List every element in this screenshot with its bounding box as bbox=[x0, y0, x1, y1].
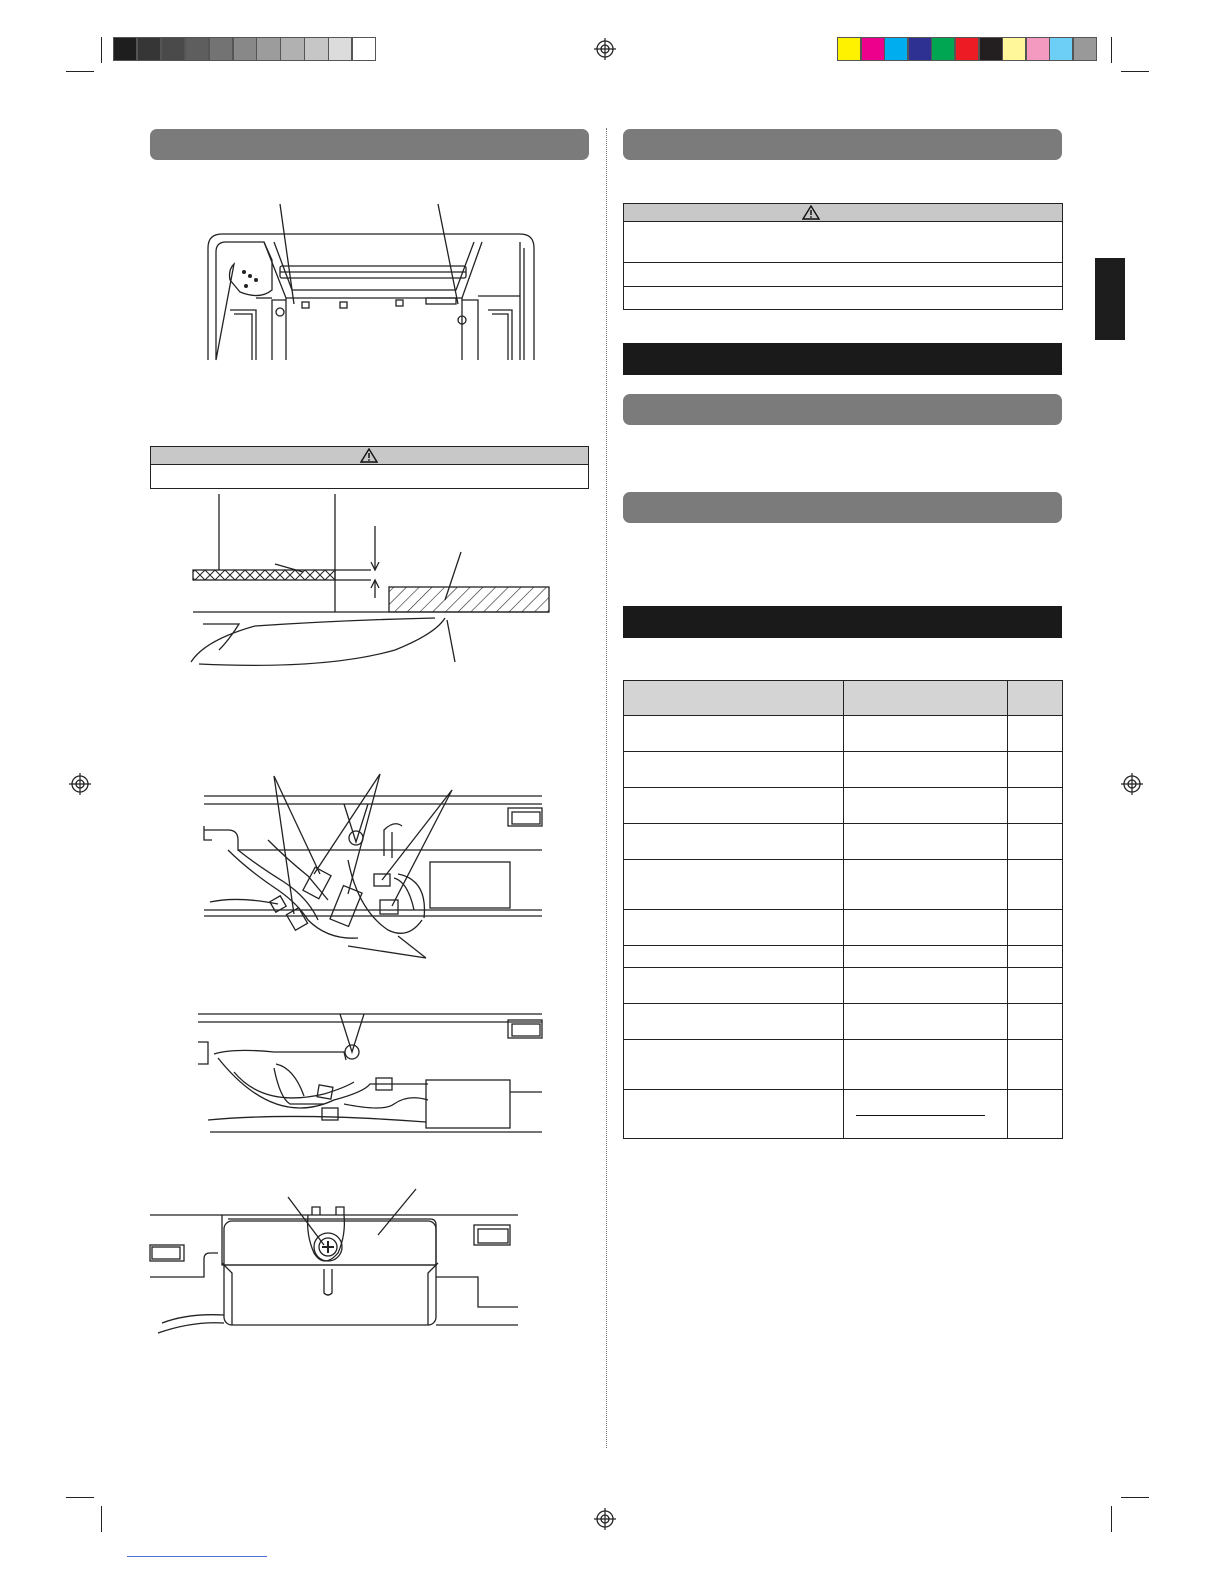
color-swatch bbox=[979, 37, 1003, 61]
color-swatch bbox=[955, 37, 979, 61]
grayscale-swatch bbox=[137, 37, 161, 61]
table-row bbox=[624, 1090, 1063, 1139]
color-swatch bbox=[1049, 37, 1073, 61]
crop-mark bbox=[1111, 37, 1112, 63]
connector-routed-figure bbox=[194, 1008, 549, 1138]
color-swatch bbox=[908, 37, 932, 61]
color-swatch bbox=[1002, 37, 1026, 61]
ceiling-gap-section-figure bbox=[185, 490, 555, 670]
caution-box-left bbox=[150, 446, 589, 489]
table-row bbox=[624, 910, 1063, 946]
table-header-row bbox=[624, 681, 1063, 716]
grayscale-swatch bbox=[280, 37, 304, 61]
registration-mark-icon bbox=[594, 38, 616, 60]
section-header-right-top bbox=[623, 129, 1062, 160]
color-swatch bbox=[884, 37, 908, 61]
caution-header bbox=[151, 447, 588, 465]
crop-mark bbox=[66, 71, 94, 72]
table-row bbox=[624, 946, 1063, 968]
grayscale-swatch bbox=[256, 37, 280, 61]
section-header-right-2 bbox=[623, 394, 1062, 425]
color-swatch bbox=[1026, 37, 1050, 61]
table-row bbox=[624, 824, 1063, 860]
color-swatch bbox=[861, 37, 885, 61]
section-header-left-top bbox=[150, 129, 589, 160]
signature-line bbox=[856, 1115, 985, 1116]
table-row bbox=[624, 788, 1063, 824]
column-divider bbox=[606, 128, 607, 1448]
caution-row bbox=[624, 263, 1062, 287]
registration-mark-icon bbox=[594, 1508, 616, 1530]
grayscale-swatch bbox=[328, 37, 352, 61]
warning-triangle-icon bbox=[802, 205, 820, 220]
crop-mark bbox=[1121, 71, 1149, 72]
table-row bbox=[624, 716, 1063, 752]
page-tab-marker bbox=[1095, 258, 1125, 340]
caution-header bbox=[624, 204, 1062, 222]
panel-top-view-figure bbox=[200, 200, 545, 365]
crop-mark bbox=[1111, 1506, 1112, 1532]
section-header-right-3 bbox=[623, 492, 1062, 523]
table-row bbox=[624, 752, 1063, 788]
grayscale-swatch bbox=[113, 37, 137, 61]
grayscale-swatch bbox=[233, 37, 257, 61]
color-swatch bbox=[837, 37, 861, 61]
cover-screw-figure bbox=[148, 1185, 523, 1337]
registration-mark-icon bbox=[69, 773, 91, 795]
warning-triangle-icon bbox=[360, 448, 378, 463]
crop-mark bbox=[1121, 1497, 1149, 1498]
section-title-black bbox=[623, 343, 1062, 375]
grayscale-swatch bbox=[304, 37, 328, 61]
table-row bbox=[624, 1040, 1063, 1090]
table-row bbox=[624, 1004, 1063, 1040]
crop-mark bbox=[101, 37, 102, 63]
spec-table bbox=[623, 680, 1063, 1139]
crop-mark bbox=[66, 1497, 94, 1498]
caution-row bbox=[624, 222, 1062, 263]
table-row bbox=[624, 968, 1063, 1004]
crop-mark bbox=[101, 1506, 102, 1532]
connector-wiring-figure bbox=[198, 770, 548, 965]
footer-link-underline bbox=[127, 1556, 267, 1557]
grayscale-swatch bbox=[352, 37, 376, 61]
table-row bbox=[624, 860, 1063, 910]
grayscale-swatch bbox=[161, 37, 185, 61]
color-swatch bbox=[931, 37, 955, 61]
grayscale-swatch bbox=[185, 37, 209, 61]
color-swatch bbox=[1073, 37, 1097, 61]
caution-box-right bbox=[623, 203, 1063, 310]
registration-mark-icon bbox=[1121, 773, 1143, 795]
section-title-black bbox=[623, 606, 1062, 638]
grayscale-swatch bbox=[209, 37, 233, 61]
